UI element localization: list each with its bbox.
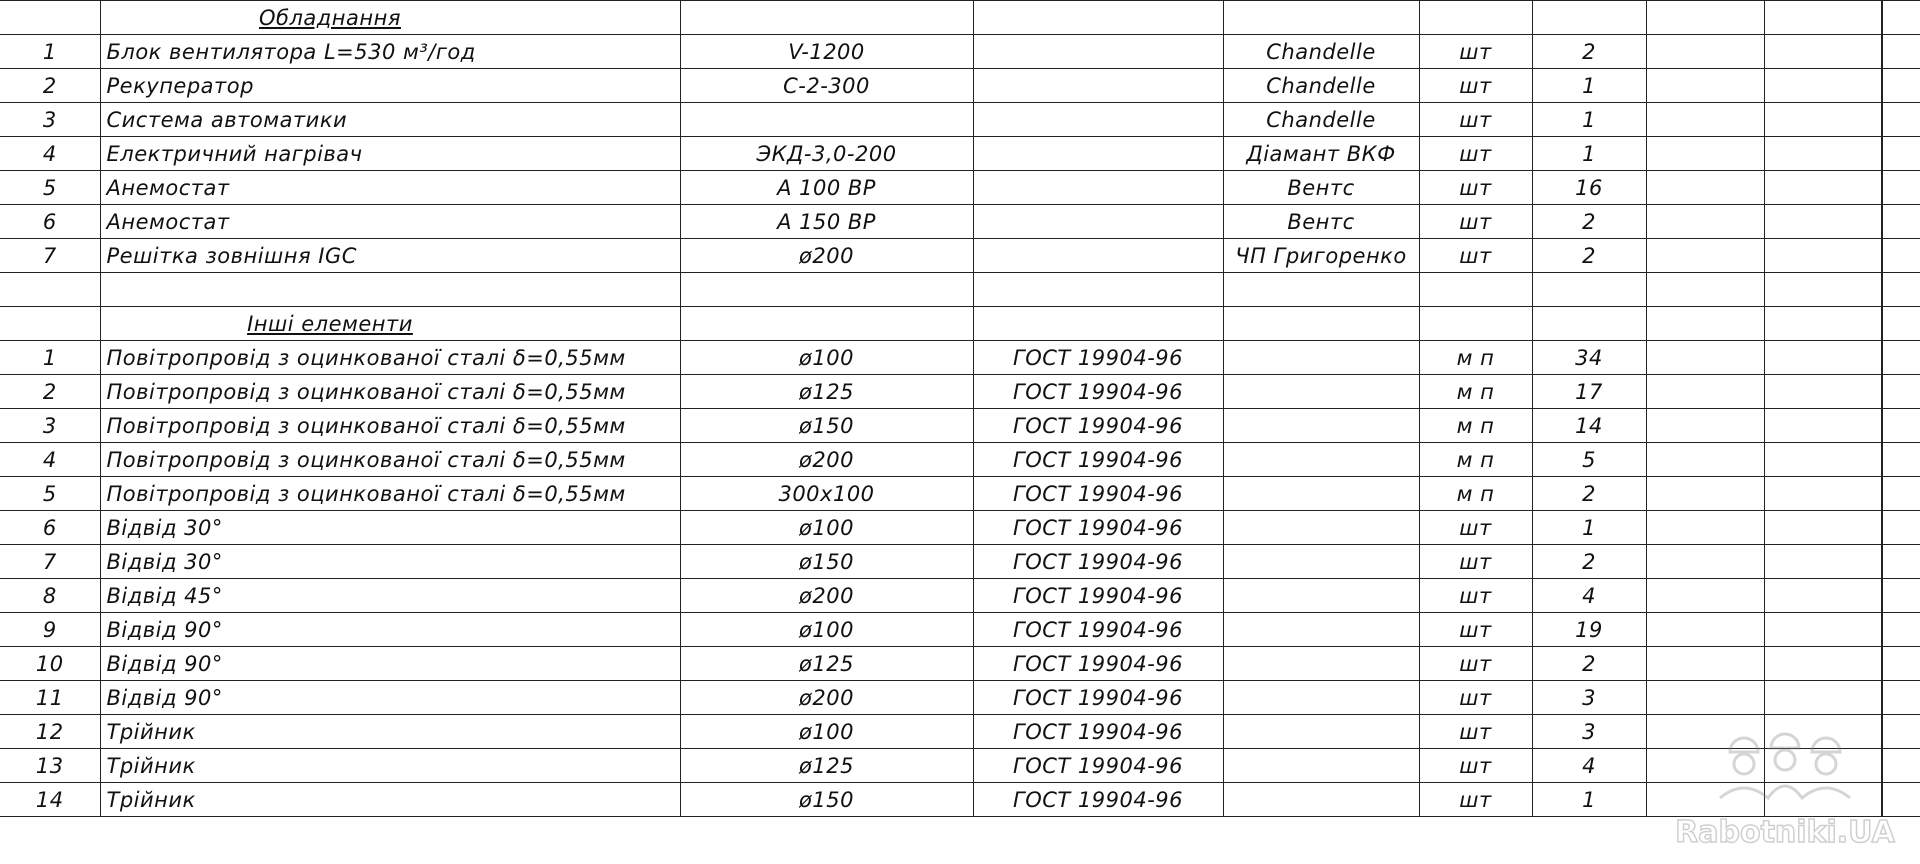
section-title: Інші елементи	[247, 311, 413, 336]
document-cell: ГОСТ 19904-96	[973, 681, 1223, 715]
edge-cell	[1882, 613, 1920, 647]
table-row	[0, 35, 1920, 69]
name-cell	[100, 1, 680, 35]
edge-cell	[1882, 749, 1920, 783]
table-row	[0, 579, 1920, 613]
code-cell: ЭКД-3,0-200	[680, 137, 973, 171]
document-cell: ГОСТ 19904-96	[973, 613, 1223, 647]
unit-cell: шт	[1419, 205, 1532, 239]
manufacturer-cell	[1223, 783, 1419, 817]
name-cell: Відвід 45°	[100, 579, 680, 613]
extra-cell	[1764, 103, 1882, 137]
manufacturer-cell	[1223, 613, 1419, 647]
extra-cell	[1764, 375, 1882, 409]
extra-cell	[1646, 341, 1764, 375]
code-cell	[680, 103, 973, 137]
position-cell: 3	[0, 103, 100, 137]
code-cell: ø200	[680, 443, 973, 477]
quantity-cell: 3	[1532, 715, 1646, 749]
edge-cell	[1882, 205, 1920, 239]
manufacturer-cell: Chandelle	[1223, 103, 1419, 137]
extra-cell	[1646, 409, 1764, 443]
name-cell: Повітропровід з оцинкованої сталі δ=0,55мм	[100, 375, 680, 409]
name-cell: Трійник	[100, 783, 680, 817]
code-cell: А 150 ВР	[680, 205, 973, 239]
document-cell: ГОСТ 19904-96	[973, 579, 1223, 613]
table-row	[0, 375, 1920, 409]
unit-cell: шт	[1419, 647, 1532, 681]
name-cell	[100, 307, 680, 341]
extra-cell	[1764, 715, 1882, 749]
unit-cell: шт	[1419, 681, 1532, 715]
name-cell: Відвід 90°	[100, 613, 680, 647]
code-cell: ø100	[680, 715, 973, 749]
manufacturer-cell: Chandelle	[1223, 69, 1419, 103]
manufacturer-cell: Вентс	[1223, 205, 1419, 239]
unit-cell: шт	[1419, 749, 1532, 783]
quantity-cell: 1	[1532, 69, 1646, 103]
edge-cell	[1882, 409, 1920, 443]
unit-cell: шт	[1419, 171, 1532, 205]
position-cell	[0, 307, 100, 341]
unit-cell	[1419, 273, 1532, 307]
edge-cell	[1882, 783, 1920, 817]
quantity-cell: 2	[1532, 545, 1646, 579]
extra-cell	[1646, 647, 1764, 681]
manufacturer-cell	[1223, 545, 1419, 579]
code-cell: ø125	[680, 375, 973, 409]
quantity-cell	[1532, 273, 1646, 307]
extra-cell	[1764, 545, 1882, 579]
unit-cell	[1419, 307, 1532, 341]
unit-cell: шт	[1419, 69, 1532, 103]
quantity-cell: 16	[1532, 171, 1646, 205]
table-row	[0, 545, 1920, 579]
quantity-cell: 2	[1532, 35, 1646, 69]
extra-cell	[1646, 171, 1764, 205]
position-cell: 1	[0, 341, 100, 375]
extra-cell	[1764, 341, 1882, 375]
quantity-cell: 1	[1532, 783, 1646, 817]
code-cell: А 100 ВР	[680, 171, 973, 205]
edge-cell	[1882, 681, 1920, 715]
document-cell	[973, 137, 1223, 171]
table-row	[0, 103, 1920, 137]
manufacturer-cell	[1223, 409, 1419, 443]
document-cell	[973, 273, 1223, 307]
extra-cell	[1764, 443, 1882, 477]
document-cell	[973, 69, 1223, 103]
document-cell: ГОСТ 19904-96	[973, 783, 1223, 817]
document-cell: ГОСТ 19904-96	[973, 409, 1223, 443]
name-cell: Повітропровід з оцинкованої сталі δ=0,55мм	[100, 341, 680, 375]
edge-cell	[1882, 647, 1920, 681]
table-row	[0, 69, 1920, 103]
extra-cell	[1646, 681, 1764, 715]
position-cell: 2	[0, 375, 100, 409]
quantity-cell: 2	[1532, 239, 1646, 273]
position-cell: 11	[0, 681, 100, 715]
position-cell: 14	[0, 783, 100, 817]
code-cell: ø150	[680, 783, 973, 817]
code-cell	[680, 307, 973, 341]
edge-cell	[1882, 137, 1920, 171]
extra-cell	[1764, 783, 1882, 817]
unit-cell: шт	[1419, 103, 1532, 137]
manufacturer-cell: Вентс	[1223, 171, 1419, 205]
extra-cell	[1764, 171, 1882, 205]
manufacturer-cell	[1223, 681, 1419, 715]
manufacturer-cell	[1223, 1, 1419, 35]
extra-cell	[1646, 545, 1764, 579]
manufacturer-cell: Діамант ВКФ	[1223, 137, 1419, 171]
document-cell	[973, 239, 1223, 273]
extra-cell	[1764, 409, 1882, 443]
table-row	[0, 783, 1920, 817]
manufacturer-cell	[1223, 647, 1419, 681]
document-cell: ГОСТ 19904-96	[973, 477, 1223, 511]
extra-cell	[1646, 69, 1764, 103]
extra-cell	[1646, 273, 1764, 307]
manufacturer-cell	[1223, 511, 1419, 545]
table-row	[0, 613, 1920, 647]
manufacturer-cell: ЧП Григоренко	[1223, 239, 1419, 273]
extra-cell	[1764, 477, 1882, 511]
edge-cell	[1882, 715, 1920, 749]
edge-cell	[1882, 69, 1920, 103]
quantity-cell: 1	[1532, 137, 1646, 171]
name-cell: Повітропровід з оцинкованої сталі δ=0,55мм	[100, 477, 680, 511]
position-cell: 7	[0, 239, 100, 273]
extra-cell	[1764, 613, 1882, 647]
quantity-cell: 5	[1532, 443, 1646, 477]
document-cell	[973, 307, 1223, 341]
unit-cell	[1419, 1, 1532, 35]
table-row	[0, 137, 1920, 171]
unit-cell: шт	[1419, 511, 1532, 545]
quantity-cell: 4	[1532, 749, 1646, 783]
table-row	[0, 749, 1920, 783]
extra-cell	[1764, 307, 1882, 341]
table-row	[0, 239, 1920, 273]
table-row	[0, 647, 1920, 681]
document-cell: ГОСТ 19904-96	[973, 545, 1223, 579]
name-cell: Трійник	[100, 715, 680, 749]
code-cell: ø125	[680, 647, 973, 681]
quantity-cell: 14	[1532, 409, 1646, 443]
edge-cell	[1882, 579, 1920, 613]
name-cell: Електричний нагрівач	[100, 137, 680, 171]
edge-cell	[1882, 239, 1920, 273]
position-cell	[0, 273, 100, 307]
position-cell: 10	[0, 647, 100, 681]
table-row	[0, 477, 1920, 511]
edge-cell	[1882, 103, 1920, 137]
table-row	[0, 681, 1920, 715]
extra-cell	[1646, 103, 1764, 137]
extra-cell	[1646, 35, 1764, 69]
table-row	[0, 511, 1920, 545]
code-cell: 300x100	[680, 477, 973, 511]
edge-cell	[1882, 443, 1920, 477]
extra-cell	[1764, 205, 1882, 239]
manufacturer-cell	[1223, 341, 1419, 375]
name-cell: Трійник	[100, 749, 680, 783]
extra-cell	[1764, 749, 1882, 783]
extra-cell	[1646, 715, 1764, 749]
code-cell: ø100	[680, 341, 973, 375]
name-cell: Система автоматики	[100, 103, 680, 137]
name-cell: Рекуператор	[100, 69, 680, 103]
code-cell: ø100	[680, 511, 973, 545]
code-cell: ø200	[680, 239, 973, 273]
extra-cell	[1764, 511, 1882, 545]
extra-cell	[1764, 35, 1882, 69]
document-cell: ГОСТ 19904-96	[973, 647, 1223, 681]
edge-cell	[1882, 307, 1920, 341]
watermark-text: Rabotniki.UA	[1675, 815, 1895, 850]
code-cell: ø200	[680, 681, 973, 715]
code-cell	[680, 1, 973, 35]
edge-cell	[1882, 511, 1920, 545]
document-cell	[973, 171, 1223, 205]
unit-cell: м п	[1419, 341, 1532, 375]
extra-cell	[1646, 1, 1764, 35]
quantity-cell	[1532, 307, 1646, 341]
extra-cell	[1764, 137, 1882, 171]
extra-cell	[1646, 783, 1764, 817]
quantity-cell: 1	[1532, 103, 1646, 137]
code-cell: ø125	[680, 749, 973, 783]
unit-cell: шт	[1419, 613, 1532, 647]
document-cell	[973, 205, 1223, 239]
document-cell: ГОСТ 19904-96	[973, 749, 1223, 783]
code-cell	[680, 273, 973, 307]
unit-cell: шт	[1419, 137, 1532, 171]
extra-cell	[1646, 613, 1764, 647]
specification-body	[0, 1, 1920, 817]
document-cell	[973, 1, 1223, 35]
name-cell	[100, 273, 680, 307]
code-cell: ø150	[680, 409, 973, 443]
document-cell: ГОСТ 19904-96	[973, 511, 1223, 545]
quantity-cell: 17	[1532, 375, 1646, 409]
code-cell: V-1200	[680, 35, 973, 69]
table-row	[0, 171, 1920, 205]
extra-cell	[1646, 443, 1764, 477]
code-cell: C-2-300	[680, 69, 973, 103]
position-cell: 12	[0, 715, 100, 749]
document-cell: ГОСТ 19904-96	[973, 341, 1223, 375]
quantity-cell	[1532, 1, 1646, 35]
document-cell: ГОСТ 19904-96	[973, 375, 1223, 409]
extra-cell	[1764, 273, 1882, 307]
manufacturer-cell	[1223, 579, 1419, 613]
quantity-cell: 2	[1532, 647, 1646, 681]
name-cell: Блок вентилятора L=530 м³/год	[100, 35, 680, 69]
code-cell: ø100	[680, 613, 973, 647]
name-cell: Анемостат	[100, 205, 680, 239]
table-row	[0, 205, 1920, 239]
position-cell: 7	[0, 545, 100, 579]
code-cell: ø150	[680, 545, 973, 579]
unit-cell: шт	[1419, 579, 1532, 613]
extra-cell	[1646, 477, 1764, 511]
edge-cell	[1882, 545, 1920, 579]
edge-cell	[1882, 375, 1920, 409]
name-cell: Відвід 90°	[100, 681, 680, 715]
name-cell: Відвід 30°	[100, 545, 680, 579]
quantity-cell: 2	[1532, 205, 1646, 239]
position-cell: 4	[0, 137, 100, 171]
quantity-cell: 1	[1532, 511, 1646, 545]
extra-cell	[1764, 647, 1882, 681]
unit-cell: м п	[1419, 443, 1532, 477]
name-cell: Решітка зовнішня IGC	[100, 239, 680, 273]
manufacturer-cell	[1223, 749, 1419, 783]
manufacturer-cell	[1223, 715, 1419, 749]
position-cell: 1	[0, 35, 100, 69]
name-cell: Відвід 30°	[100, 511, 680, 545]
extra-cell	[1646, 137, 1764, 171]
manufacturer-cell: Chandelle	[1223, 35, 1419, 69]
extra-cell	[1646, 375, 1764, 409]
table-row	[0, 341, 1920, 375]
manufacturer-cell	[1223, 307, 1419, 341]
name-cell: Анемостат	[100, 171, 680, 205]
extra-cell	[1646, 579, 1764, 613]
table-row	[0, 409, 1920, 443]
quantity-cell: 2	[1532, 477, 1646, 511]
position-cell: 5	[0, 477, 100, 511]
unit-cell: шт	[1419, 715, 1532, 749]
position-cell: 13	[0, 749, 100, 783]
position-cell: 6	[0, 205, 100, 239]
section-title: Обладнання	[259, 5, 401, 30]
extra-cell	[1764, 579, 1882, 613]
unit-cell: шт	[1419, 545, 1532, 579]
quantity-cell: 4	[1532, 579, 1646, 613]
position-cell: 3	[0, 409, 100, 443]
blank-row	[0, 273, 1920, 307]
table-row	[0, 715, 1920, 749]
position-cell: 4	[0, 443, 100, 477]
extra-cell	[1764, 681, 1882, 715]
extra-cell	[1764, 69, 1882, 103]
edge-cell	[1882, 35, 1920, 69]
code-cell: ø200	[680, 579, 973, 613]
extra-cell	[1646, 749, 1764, 783]
edge-cell	[1882, 341, 1920, 375]
extra-cell	[1764, 1, 1882, 35]
manufacturer-cell	[1223, 375, 1419, 409]
unit-cell: шт	[1419, 35, 1532, 69]
edge-cell	[1882, 477, 1920, 511]
document-cell	[973, 35, 1223, 69]
position-cell: 6	[0, 511, 100, 545]
section-heading-row	[0, 307, 1920, 341]
name-cell: Відвід 90°	[100, 647, 680, 681]
manufacturer-cell	[1223, 273, 1419, 307]
extra-cell	[1764, 239, 1882, 273]
extra-cell	[1646, 205, 1764, 239]
unit-cell: м п	[1419, 477, 1532, 511]
manufacturer-cell	[1223, 477, 1419, 511]
position-cell: 8	[0, 579, 100, 613]
extra-cell	[1646, 307, 1764, 341]
unit-cell: м п	[1419, 409, 1532, 443]
document-cell: ГОСТ 19904-96	[973, 715, 1223, 749]
position-cell	[0, 1, 100, 35]
quantity-cell: 3	[1532, 681, 1646, 715]
manufacturer-cell	[1223, 443, 1419, 477]
quantity-cell: 34	[1532, 341, 1646, 375]
position-cell: 5	[0, 171, 100, 205]
unit-cell: м п	[1419, 375, 1532, 409]
edge-cell	[1882, 1, 1920, 35]
unit-cell: шт	[1419, 239, 1532, 273]
edge-cell	[1882, 171, 1920, 205]
table-row	[0, 443, 1920, 477]
document-cell: ГОСТ 19904-96	[973, 443, 1223, 477]
section-heading-row	[0, 1, 1920, 35]
position-cell: 2	[0, 69, 100, 103]
unit-cell: шт	[1419, 783, 1532, 817]
position-cell: 9	[0, 613, 100, 647]
extra-cell	[1646, 239, 1764, 273]
extra-cell	[1646, 511, 1764, 545]
edge-cell	[1882, 273, 1920, 307]
document-cell	[973, 103, 1223, 137]
name-cell: Повітропровід з оцинкованої сталі δ=0,55мм	[100, 443, 680, 477]
quantity-cell: 19	[1532, 613, 1646, 647]
name-cell: Повітропровід з оцинкованої сталі δ=0,55мм	[100, 409, 680, 443]
